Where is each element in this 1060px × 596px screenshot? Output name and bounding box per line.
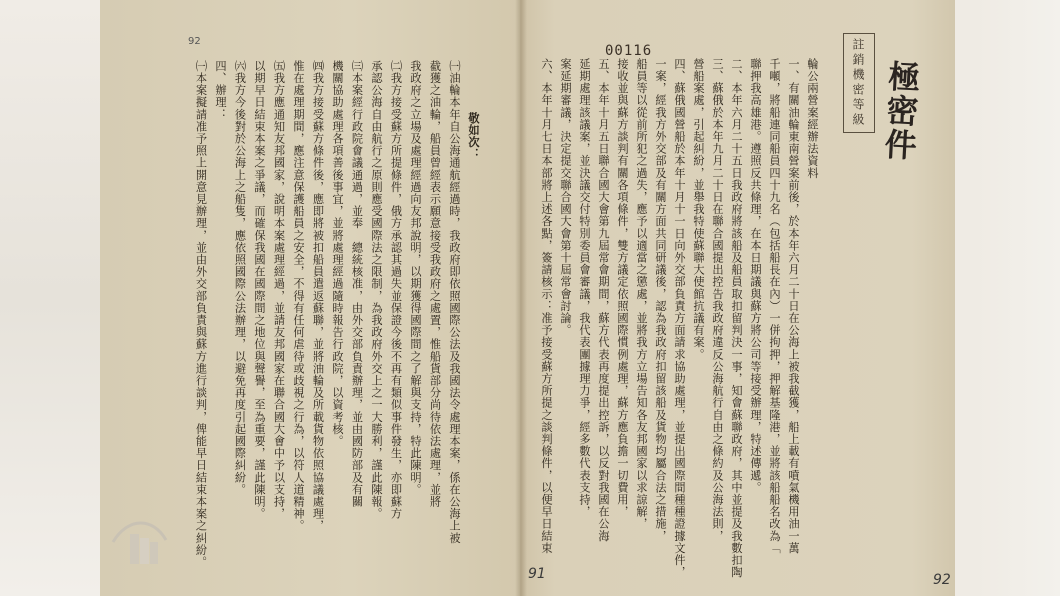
left-page-line-4: ㈡我方接受蘇方所提條件，俄方承認其過失並保證今後不再有類似事件發生，亦即蘇方 <box>389 60 403 520</box>
classification-box: 註銷機密等級 <box>843 33 875 133</box>
page-number-right-bottom: 92 <box>933 572 951 588</box>
left-page-line-9: 惟在處理期間，應注意保護船員之安全，不得有任何虐待或歧視之行為，以符人道精神。 <box>292 60 305 532</box>
right-page-line-8: 一案，經我方外交部及有關方面共同研議後，認為我政府扣留該船及貨物均屬合法之措施， <box>654 58 667 542</box>
left-page-line-10: ㈤我方應通知友邦國家，說明本案處理經過，並請友邦國家在聯合國大會中予以支持， <box>272 60 286 520</box>
top-secret-stamp: 極密件 <box>878 59 923 163</box>
left-page-line-7: 機關協助處理各項善後事宜，並將處理經過隨時報告行政院，以資考核。 <box>331 60 344 448</box>
left-page-line-12: ㈥我方今後對於公海上之船隻，應依照國際公法辦理，以避免再度引起國際糾紛。 <box>233 60 247 496</box>
right-page-line-5: 三、蘇俄於本年九月二十日在聯合國提出控告我政府違反公海航行自由之條約及公海法則， <box>711 58 724 542</box>
left-page-line-5: 承認公海自由航行之原則應受國際法之限制，為我政府外交上之一大勝利，謹此陳報。 <box>370 60 383 520</box>
right-page-line-9: 船員等以從前所犯之過失，應予以適當之懲處，並將我方立場告知各友邦國家以求諒解， <box>635 58 648 530</box>
right-page-line-14: 六、本年十月七日本部將上述各點，簽請核示：准予接受蘇方所提之談判條件，以便早日結束 <box>540 58 553 555</box>
left-page-line-6: ㈢本案經行政院會議通過，並奉 總統核准，由外交部負責辦理，並由國防部及有關 <box>350 60 364 508</box>
archive-watermark-logo <box>108 512 170 574</box>
left-page-line-2: 截獲之油輪，船員曾經表示願意接受我政府之處置，惟船貨部分尚待依法處理，並將 <box>428 60 442 508</box>
right-page-line-6: 營船案處，引起糾紛，並舉我特使蘇聯大使館抗議有案。 <box>692 58 705 361</box>
right-page-line-7: 四、蘇俄國營船於本年十月十一日向外交部負責方面請求協助處理，並提出國際間種種證據文件， <box>673 58 686 579</box>
book-gutter <box>515 0 527 596</box>
page-number-left-bottom: 91 <box>528 566 546 582</box>
right-page-line-13: 案延期審議，決定提交聯合國大會第十屆常會討論。 <box>559 58 572 337</box>
left-page-line-14: ㈠本案擬請准予照上開意見辦理，並由外交部負責與蘇方進行談判，俾能早日結束本案之糾紛。 <box>194 60 208 569</box>
document-number: 00116 <box>605 43 653 59</box>
left-page-line-13: 四、辦理： <box>214 60 227 121</box>
left-page-line-11: 以期早日結束本案之爭議，而確保我國在國際間之地位與聲譽，至為重要，謹此陳明。 <box>253 60 266 520</box>
right-page-line-11: 五、本年十月五日聯合國大會第九屆常會期間，蘇方代表再度提出控訴，以反對我國在公海 <box>597 58 610 542</box>
right-page-line-4: 二、本年六月二十五日我政府將該船及船員取扣留判決一事，知會蘇聯政府，其中並提及我數扣陶 <box>730 58 743 579</box>
right-page-line-2: 千噸，將船連同船員四十九名（包括船長在內）一併拘押，押解基隆港，並將該船船名改為「 <box>768 58 781 555</box>
page-number-left-top: 92 <box>188 36 201 47</box>
left-page-line-3: 我政府之立場及處理經過向友邦說明，以期獲得國際間之了解與支持，特此陳明。 <box>409 60 422 496</box>
scan-margin <box>0 0 100 596</box>
right-page-line-3: 聯押我高雄港。遵照反共條理，在本日期議與蘇方將公司等接受辦理，特述傳遞。 <box>749 58 762 494</box>
right-page-title: 輪公兩營案經辦法資料 <box>806 58 819 179</box>
right-page-line-1: 一、有關油輪東南營案前後，於本年六月二十日在公海上被我截獲，船上載有噴氣機用油一萬 <box>787 58 800 555</box>
left-section-title: 敬如次： <box>467 112 481 161</box>
left-page-line-1: ㈠油輪本年自公海通航經過時，我政府即依照國際公法及我國法令處理本案，係在公海上被 <box>448 60 461 544</box>
right-page-line-12: 延期處理該議案，並決議交付特別委員會審議，我代表團據理力爭，經多數代表支持， <box>578 58 591 518</box>
left-page-line-8: ㈣我方接受蘇方條件後，應即將被扣船員遣返蘇聯，並將油輪及所載貨物依照協議處理， <box>311 60 325 532</box>
right-page-line-10: 接收並與蘇方談判有關各項條件，雙方議定依照國際慣例處理，蘇方應負擔一切費用， <box>616 58 629 518</box>
